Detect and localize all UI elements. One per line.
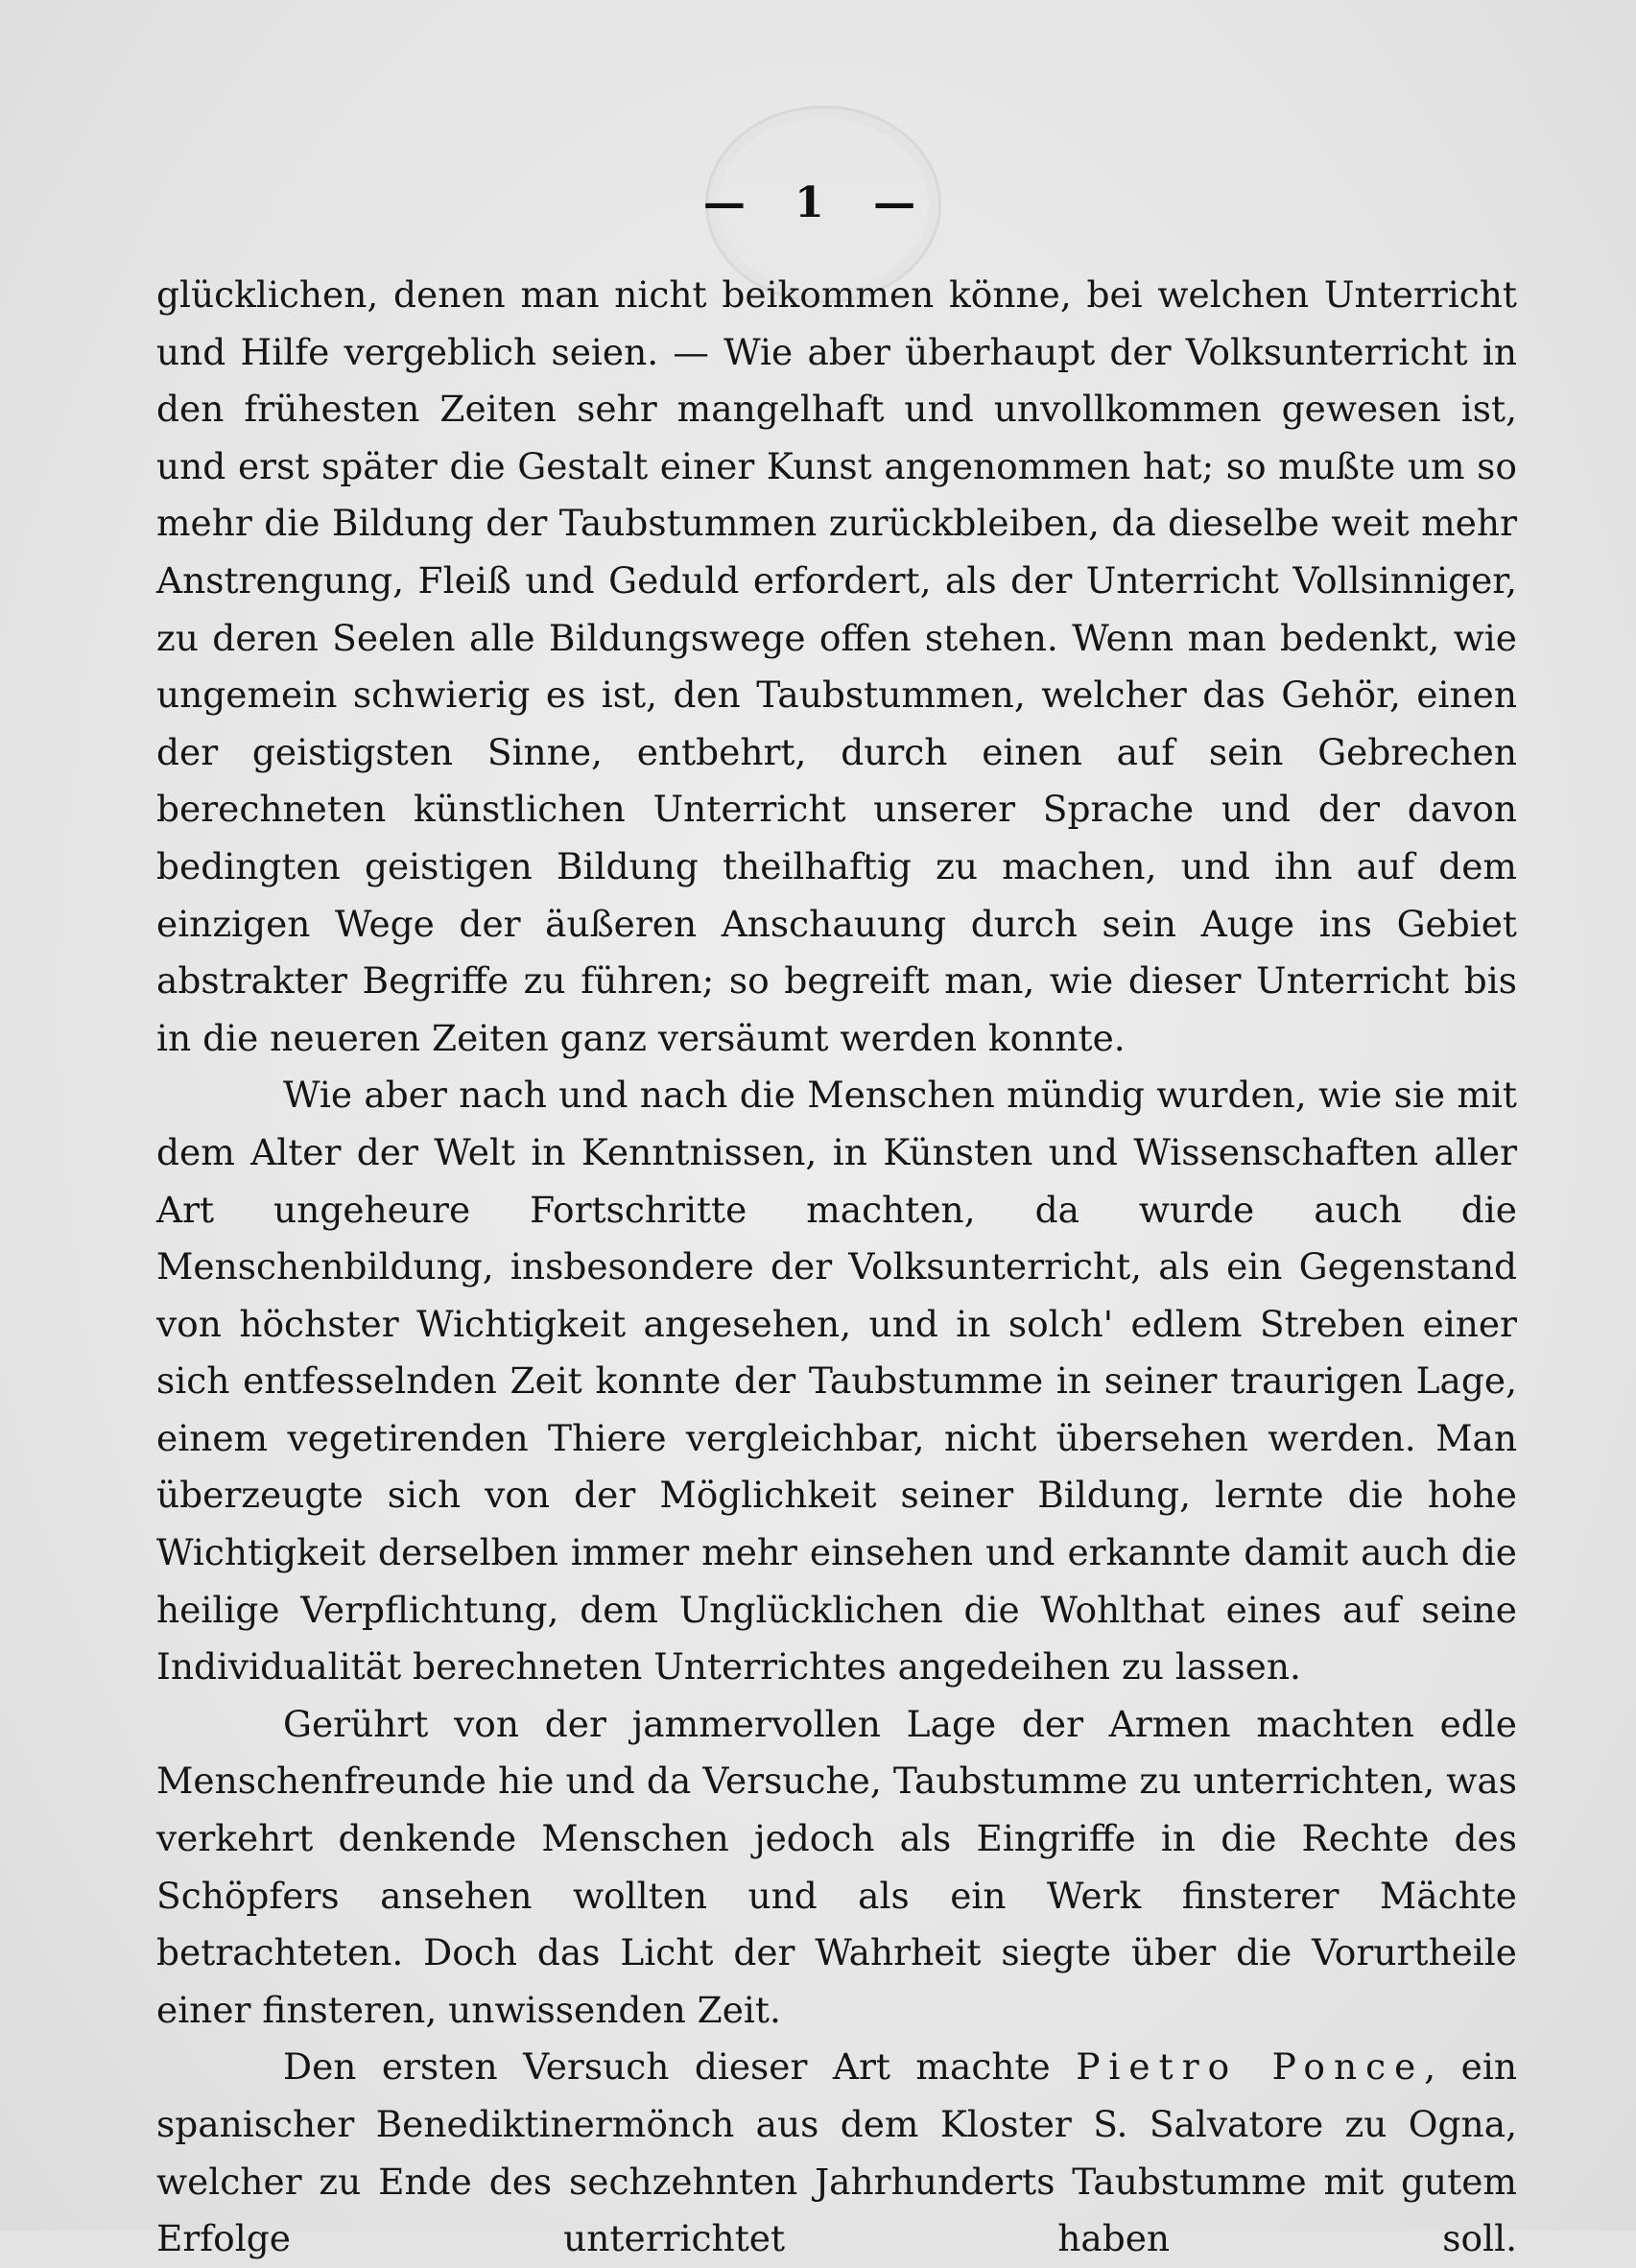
paragraph-1: glücklichen, denen man nicht beikommen könne, bei welchen Unterricht und Hilfe vergeblich seien. — Wie aber überhaupt der Volksunterricht in den frühesten Zeiten sehr mangelhaft und unvollkommen gewesen ist, und erst später die Gestalt einer Kunst angenommen hat; so mußte um so mehr die Bildung der Taubstummen zurückbleiben, da dieselbe weit mehr Anstrengung, Fleiß und Geduld erfordert, als der Unterricht Vollsinniger, zu deren Seelen alle Bildungswege offen stehen. Wenn man bedenkt, wie ungemein schwierig es ist, den Taubstummen, welcher das Gehör, einen der geistigsten Sinne, entbehrt, durch einen auf sein Gebrechen berechneten künstlichen Unterricht unserer Sprache und der davon bedingten geistigen Bildung theilhaftig zu machen, und ihn auf dem einzigen Wege der äußeren Anschauung durch sein Auge ins Gebiet abstrakter Begriffe zu führen; so begreift man, wie dieser Unterricht bis in die neueren Zeiten ganz versäumt werden konnte.	[156, 273, 1517, 1059]
paragraph-4-end: , ein spanischer Benediktinermönch aus dem Kloster S. Salvatore zu Ogna, welcher zu Ende des sechzehnten Jahrhunderts Taubstumme mit gutem Erfolge unterrichtet haben soll.	[156, 2045, 1518, 2260]
page-number: — 1 —	[702, 178, 934, 227]
paragraph-4	[156, 2039, 1517, 2267]
paragraph-4-start: Den ersten Versuch dieser Art machte	[283, 2045, 1077, 2089]
paragraph-3: Gerührt von der jammervollen Lage der Armen machten edle Menschenfreunde hie und da Versuche, Taubstumme zu unterrichten, was verkehrt denkende Menschen jedoch als Eingriffe in die Rechte des Schöpfers ansehen wollten und als ein Werk finsterer Mächte betrachteten. Doch das Licht der Wahrheit siegte über die Vorurtheile einer finsteren, unwissenden Zeit.	[156, 1702, 1517, 2031]
paragraph-2: Wie aber nach und nach die Menschen mündig wurden, wie sie mit dem Alter der Welt in Kenntnissen, in Künsten und Wissenschaften aller Art ungeheure Fortschritte machten, da wurde auch die Menschenbildung, insbesondere der Volksunterricht, als ein Gegenstand von höchster Wichtigkeit angesehen, und in solch' edlem Streben einer sich entfesselnden Zeit konnte der Taubstumme in seiner traurigen Lage, einem vegetirenden Thiere vergleichbar, nicht übersehen werden. Man überzeugte sich von der Möglichkeit seiner Bildung, lernte die hohe Wichtigkeit derselben immer mehr einsehen und erkannte damit auch die heilige Verpflichtung, dem Unglücklichen die Wohlthat eines auf seine Individualität berechneten Unterrichtes angedeihen zu lassen.	[156, 1074, 1517, 1689]
author-name-spaced: Pietro Ponce	[1076, 2045, 1425, 2089]
body-text	[156, 267, 1517, 2268]
